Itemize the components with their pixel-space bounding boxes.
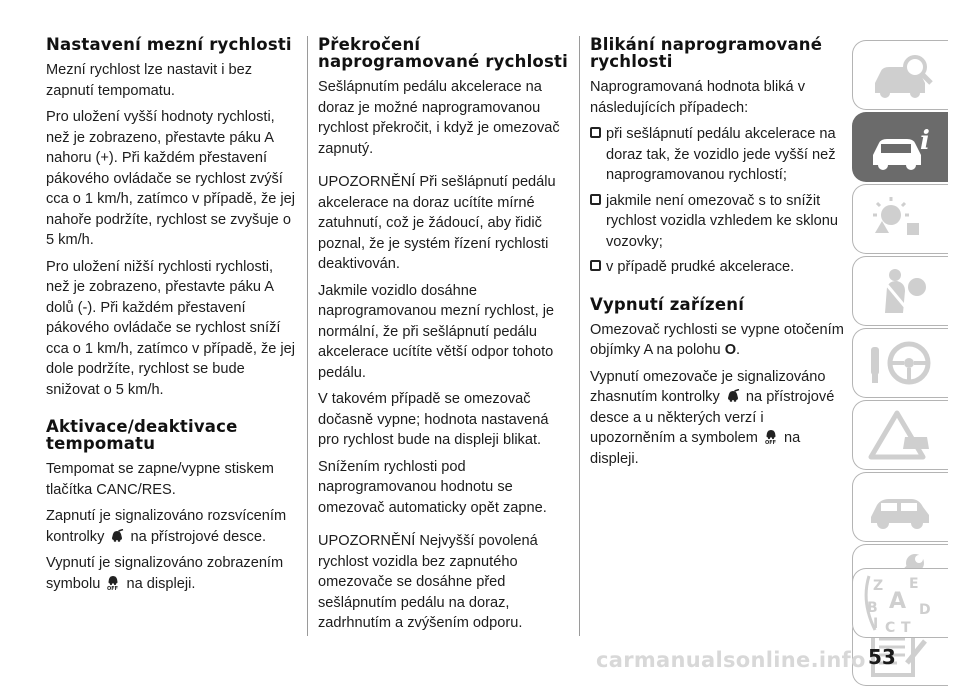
tab-emergency[interactable] [852, 400, 948, 470]
column-2 [318, 36, 570, 640]
paragraph: V takovém případě se omezovač dočasně vypne; hodnota nastavená pro rychlost bude na displeji blikat. [318, 391, 549, 448]
seatbelt-airbag-icon [867, 265, 937, 319]
car-search-icon [867, 49, 937, 103]
speed-limiter-off-icon [105, 575, 121, 591]
heading-blinking-speed: Blikání naprogramované rychlosti [590, 35, 823, 71]
heading-device-off: Vypnutí zařízení [590, 294, 745, 314]
text-segment: na displeji. [590, 430, 801, 467]
paragraph: Pro uložení nižší rychlosti rychlosti, než je zobrazeno, přestavte páku A dolů (-). Při každém přestavení pákového ovládače se rychlost sníží cca o 1 km/h, zatímco v případě, že jej dole podržíte, rychlost se bude snižovat o 5 km/h. [46, 258, 296, 398]
index-letter: E [909, 576, 919, 592]
paragraph [46, 553, 298, 594]
heading-speed-limit-setting: Nastavení mezní rychlosti [46, 35, 292, 54]
list-item [590, 191, 845, 253]
paragraph [46, 506, 298, 547]
car-side-icon [867, 481, 937, 535]
speed-limiter-off-icon [763, 429, 779, 445]
paragraph: Pro uložení vyšší hodnoty rychlosti, než je zobrazeno, přestavte páku A nahoru (+). Při každém přestavení pákového ovládače se rychlost zvýší cca o 1 km/h, zatímco v případě, že jej nahoře podržíte, rychlost se zvyšuje o 5 km/h. [46, 109, 296, 248]
warning-triangle-icon [867, 409, 937, 463]
index-letter: C [885, 620, 896, 636]
heading-activation: Aktivace/deaktivace tempomatu [46, 417, 238, 453]
text-segment: Zapnutí je signalizováno rozsvícením kontrolky [46, 508, 287, 545]
paragraph: Naprogramovaná hodnota bliká v následujících případech: [590, 79, 805, 116]
tab-alphabetical-index[interactable] [852, 568, 948, 638]
position-o-label: O [724, 342, 737, 358]
index-letter: Z [873, 578, 884, 594]
index-letter: A [889, 589, 907, 614]
car-info-icon [867, 121, 937, 175]
list-item [590, 257, 845, 278]
text-segment: na přístrojové desce a u některých verzí i upozorněním a symbolem [590, 389, 835, 446]
list-item [590, 124, 845, 186]
tab-safety[interactable] [852, 256, 948, 326]
paragraph: Jakmile vozidlo dosáhne naprogramovanou mezní rychlost, je normální, že při sešlápnutí pedálu akcelerace ucítíte větší odpor tohoto pedálu. [318, 282, 555, 381]
svg-text:i: i [920, 126, 930, 156]
text-segment: na displeji. [126, 575, 196, 592]
tab-car-body[interactable] [852, 472, 948, 542]
column-divider [579, 36, 580, 636]
watermark: carmanualsonline.info [596, 648, 866, 672]
index-letter: B [867, 600, 878, 616]
text-segment: na přístrojové desce. [130, 528, 267, 545]
paragraph: Tempomat se zapne/vypne stiskem tlačítka CANC/RES. [46, 461, 274, 498]
note-paragraph: UPOZORNĚNÍ Při sešlápnutí pedálu akcelerace na doraz ucítíte mírné zatuhnutí, což je žádoucí, aby řidič poznal, že je systém řízení rychlosti deaktivován. [318, 174, 556, 272]
alphabet-index-icon [861, 572, 941, 636]
checkbox-bullet-icon [590, 260, 601, 271]
index-letter: D [919, 602, 931, 618]
column-3 [590, 36, 845, 475]
column-divider [307, 36, 308, 636]
tab-starting-driving[interactable] [852, 328, 948, 398]
index-letter: I [873, 616, 879, 632]
tab-warning-lights[interactable] [852, 184, 948, 254]
paragraph [590, 320, 845, 361]
paragraph: Sešlápnutím pedálu akcelerace na doraz je možné naprogramovanou rychlost překročit, i když je omezovač zapnutý. [318, 79, 560, 157]
index-letter: T [901, 620, 911, 636]
text-segment: Omezovač rychlosti se vypne otočením objímky A na polohu [590, 321, 844, 358]
note-paragraph: UPOZORNĚNÍ Nejvyšší povolená rychlost vozidla bez zapnutého omezovače se dosáhne před sešlápnutím pedálu na doraz, zadrhnutím a zvýšením odporu. [318, 533, 538, 631]
speed-limiter-icon [109, 529, 125, 544]
heading-exceeding-speed: Překročení naprogramované rychlosti [318, 35, 568, 71]
list-item-text: při sešlápnutí pedálu akcelerace na doraz tak, že vozidlo jede vyšší než naprogramovanou rychlostí; [606, 126, 836, 183]
page-number: 53 [868, 645, 896, 669]
paragraph [590, 367, 845, 470]
text-segment: Vypnutí je signalizováno zobrazením symbolu [46, 555, 284, 592]
key-steering-wheel-icon [867, 337, 937, 391]
list-item-text: v případě prudké akcelerace. [606, 259, 795, 275]
text-segment: Vypnutí omezovače je signalizováno zhasnutím kontrolky [590, 368, 826, 405]
list-item-text: jakmile není omezovač s to snížit rychlost vozidla vzhledem ke sklonu vozovky; [606, 192, 838, 250]
text-segment: . [736, 342, 741, 358]
paragraph: Mezní rychlost lze nastavit i bez zapnutí tempomatu. [46, 62, 253, 99]
checkbox-bullet-icon [590, 127, 601, 138]
paragraph: Snížením rychlosti pod naprogramovanou hodnotu se omezovač automaticky opět zapne. [318, 458, 547, 516]
column-1 [46, 36, 298, 600]
tab-car-search[interactable] [852, 40, 948, 110]
checkbox-bullet-icon [590, 194, 601, 205]
tab-car-info[interactable] [852, 112, 948, 182]
warning-lights-icon [867, 193, 937, 247]
speed-limiter-icon [725, 389, 741, 404]
